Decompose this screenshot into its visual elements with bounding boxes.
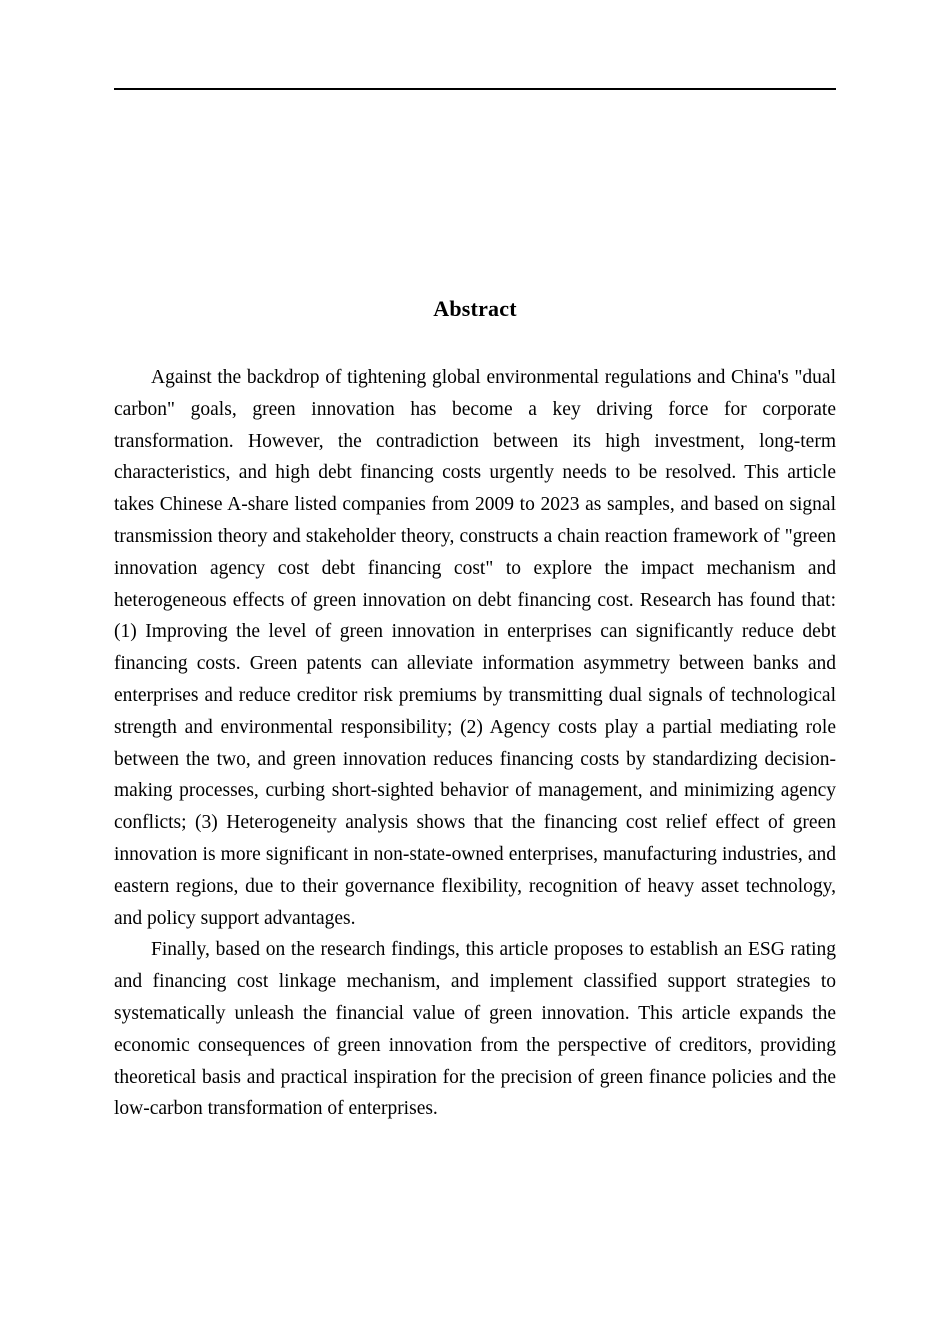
abstract-paragraph-2: Finally, based on the research findings, this article proposes to establish an ESG rating and financing cost linkage mechanism, and implement classified support strategies to systematically unleash the financial value of green innovation. This article expands the economic consequences of green innovation from the perspective of creditors, providing theoretical basis and practical inspiration for the precision of green finance policies and the low-carbon transformation of enterprises. [114,939,836,1120]
page-title: Abstract [433,296,517,321]
header-horizontal-rule [114,88,836,90]
page-header [0,0,950,110]
abstract-body [114,362,836,1125]
abstract-paragraph-1: Against the backdrop of tightening global environmental regulations and China's "dual carbon" goals, green innovation has become a key driving force for corporate transformation. However, the contradiction between its high investment, long-term characteristics, and high debt financing costs urgently needs to be resolved. This article takes Chinese A-share listed companies from 2009 to 2023 as samples, and based on signal transmission theory and stakeholder theory, constructs a chain reaction framework of "green innovation agency cost debt financing cost" to explore the impact mechanism and heterogeneous effects of green innovation on debt financing cost. Research has found that: (1) Improving the level of green innovation in enterprises can significantly reduce debt financing costs. Green patents can alleviate information asymmetry between banks and enterprises and reduce creditor risk premiums by transmitting dual signals of technological strength and environmental responsibility; (2) Agency costs play a partial mediating role between the two, and green innovation reduces financing costs by standardizing decision-making processes, curbing short-sighted behavior of management, and minimizing agency conflicts; (3) Heterogeneity analysis shows that the financing cost relief effect of green innovation is more significant in non-state-owned enterprises, manufacturing industries, and eastern regions, due to their governance flexibility, recognition of heavy asset technology, and policy support advantages. [114,367,836,929]
